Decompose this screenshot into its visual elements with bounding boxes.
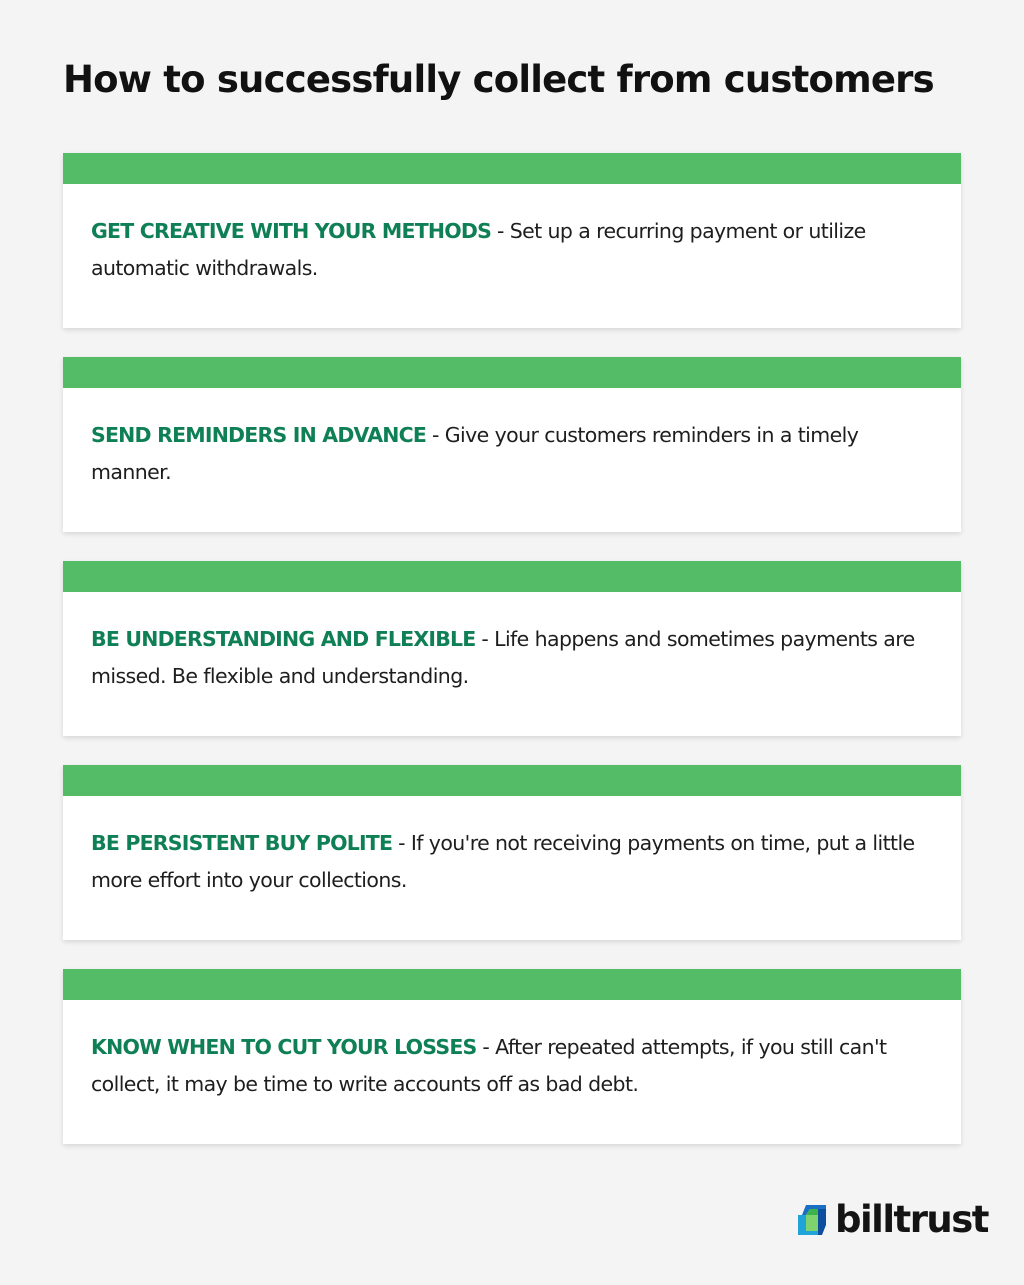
card-accent-bar xyxy=(63,765,961,796)
card-accent-bar xyxy=(63,153,961,184)
tip-separator: - xyxy=(476,1035,496,1059)
tip-text xyxy=(91,1029,927,1103)
tip-heading: BE UNDERSTANDING AND FLEXIBLE xyxy=(91,627,476,651)
tip-text xyxy=(91,825,927,899)
page-title: How to successfully collect from customers xyxy=(63,58,934,101)
tip-body: Give your customers reminders in a timely manner. xyxy=(91,423,859,484)
tip-text xyxy=(91,417,927,491)
tip-heading: KNOW WHEN TO CUT YOUR LOSSES xyxy=(91,1035,477,1059)
tip-separator: - xyxy=(475,627,495,651)
tip-separator: - xyxy=(426,423,445,447)
tip-separator: - xyxy=(491,219,510,243)
tip-card xyxy=(63,969,961,1144)
tip-card xyxy=(63,357,961,532)
tip-separator: - xyxy=(392,831,411,855)
tip-body: Life happens and sometimes payments are missed. Be flexible and understanding. xyxy=(91,627,915,688)
billtrust-logo-icon xyxy=(797,1204,827,1236)
tip-text xyxy=(91,621,927,695)
tip-heading: GET CREATIVE WITH YOUR METHODS xyxy=(91,219,492,243)
tip-card xyxy=(63,765,961,940)
brand-name: billtrust xyxy=(834,1198,988,1241)
billtrust-logo xyxy=(797,1196,988,1244)
tip-text xyxy=(91,213,927,287)
tip-card xyxy=(63,561,961,736)
tip-card xyxy=(63,153,961,328)
tip-body: If you're not receiving payments on time, put a little more effort into your collections. xyxy=(91,831,915,892)
card-accent-bar xyxy=(63,357,961,388)
tip-heading: BE PERSISTENT BUY POLITE xyxy=(91,831,393,855)
tip-body: After repeated attempts, if you still can't collect, it may be time to write accounts off as bad debt. xyxy=(91,1035,887,1096)
card-accent-bar xyxy=(63,561,961,592)
tip-heading: SEND REMINDERS IN ADVANCE xyxy=(91,423,427,447)
tip-body: Set up a recurring payment or utilize automatic withdrawals. xyxy=(91,219,866,280)
card-accent-bar xyxy=(63,969,961,1000)
tips-list xyxy=(63,153,961,1173)
